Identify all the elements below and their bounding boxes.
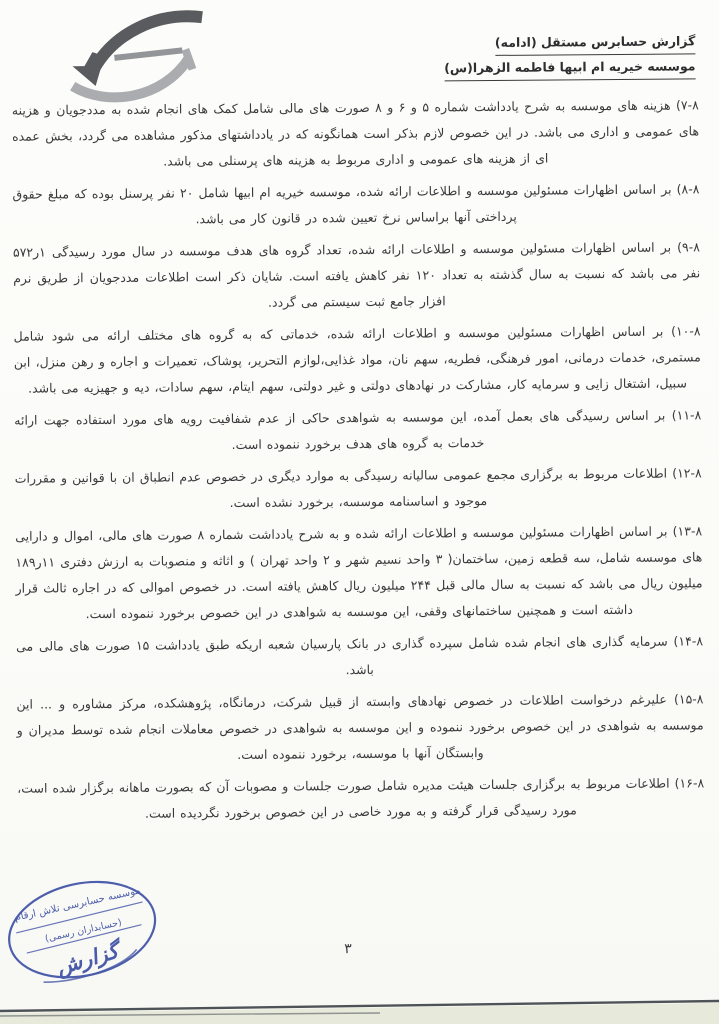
report-paragraph: ۱۶-۸) اطلاعات مربوط به برگزاری جلسات هیئت مدیره شامل صورت جلسات و مصوبات آن که بصورت ماهانه برگزار شده است، مورد رسیدگی قرار گرفته و به مورد خاصی در این خصوص برخورد نگردیده است. <box>17 775 705 821</box>
report-header <box>444 29 696 81</box>
report-paragraph: ۷-۸) هزینه های موسسه به شرح یادداشت شماره ۵ و ۶ و ۸ صورت های مالی شامل کمک های انجام شده به مددجویان و هزینه های عمومی و اداری می باشد. در این خصوص لازم بذکر است همانگونه که در یادداشتهای مذکور مشاهده می گردد، بخش عمده ای از هزینه های عمومی و اداری مربوط به هزینه های پرسنلی می باشد. <box>11 97 700 169</box>
report-body <box>12 92 705 833</box>
report-paragraph: ۱۰-۸) بر اساس اظهارات مسئولین موسسه و اطلاعات ارائه شده، خدماتی که به گروه های مختلف ارائه می شود شامل مستمری، خدمات درمانی، امور فرهنگی، فطریه، سهم نان، مواد غذایی،لوازم التحریر، پوشاک، تعمیرات و اجاره و رهن منزل، ابن سبیل، اشتغال زایی و سرمایه کار، مشارکت در نهادهای دولتی و غیر دولتی، سهم ایتام، سهم سادات، دیه و جهیزیه می باشد. <box>13 323 701 396</box>
report-paragraph: ۱۴-۸) سرمایه گذاری های انجام شده شامل سپرده گذاری در بانک پارسیان شعبه اریکه طبق یادداشت ۱۵ صورت های مالی می باشد. <box>15 633 704 678</box>
stamp-subtitle: (حسابداران رسمی) <box>44 917 123 945</box>
report-paragraph: ۱۱-۸) بر اساس رسیدگی های بعمل آمده، این موسسه به شواهدی حاکی از عدم شفافیت رویه های مورد استفاده جهت ارائه خدمات به گروه های هدف برخورد ننموده است. <box>14 407 702 453</box>
scan-edge-line <box>0 994 719 1024</box>
report-paragraph: ۱۵-۸) علیرغم درخواست اطلاعات در خصوص نهادهای وابسته از قبیل شرکت، درمانگاه، پژوهشکده، مرکز مشاوره و ... این موسسه به شواهدی در این خصوص برخورد ننموده و این موسسه به شواهدی در خصوص معاملات انجام شده توسط مدیران و وابستگان آنها با موسسه، برخورد ننموده است. <box>16 691 704 762</box>
entity-name: موسسه خیریه ام ابیها فاطمه الزهرا(س) <box>444 54 696 81</box>
report-paragraph: ۸-۸) بر اساس اظهارات مسئولین موسسه و اطلاعات ارائه شده، موسسه خیریه ام ابیها شامل ۲۰ نفر پرسنل بوده که مبلغ حقوق پرداختی آنها براساس نرخ تعیین شده در قانون کار می باشد. <box>12 181 700 227</box>
stamp-handwritten-signature: گزارش <box>53 938 122 980</box>
report-paragraph: ۱۳-۸) بر اساس اظهارات مسئولین موسسه و اطلاعات ارائه شده و به شرح یادداشت شماره ۸ صورت های مالی، اموال و دارایی های موسسه شامل، سه قطعه زمین، ساختمان( ۳ واحد نسیم شهر و ۲ واحد تهران ) و اثاثه و منصوبات به ارزش دفتری ۱۱ر۱۸۹ میلیون ریال می باشد که نسبت به سال مالی قبل ۲۴۴ میلیون ریال کاهش یافته است. در خصوص اموالی که در اجاره ثالث قرار داشته است و همچنین ساختمانهای وقفی، این موسسه به شواهدی در این خصوص برخورد ننموده است. <box>15 523 703 622</box>
audit-firm-stamp <box>0 861 178 999</box>
report-paragraph: ۹-۸) بر اساس اظهارات مسئولین موسسه و اطلاعات ارائه شده، تعداد گروه های هدف موسسه در سال مورد رسیدگی ۱ر۵۷۲ نفر می باشد که نسبت به سال گذشته به تعداد ۱۲۰ نفر کاهش یافته است. شایان ذکر است اطلاعات مددجویان از طریق نرم افزار جامع ثبت سیستم می گردد. <box>12 239 701 310</box>
stamp-firm-name: موسسه حسابرسی تلاش ارقام <box>13 885 142 924</box>
page-number: ۳ <box>344 941 352 958</box>
report-title: گزارش حسابرس مستقل (ادامه) <box>495 29 696 56</box>
swoosh-arrow-logo-icon <box>42 5 219 110</box>
report-paragraph: ۱۲-۸) اطلاعات مربوط به برگزاری مجمع عمومی سالیانه رسیدگی به موارد دیگری در خصوص عدم انطباق ان با قوانین و مقررات موجود و اساسنامه موسسه، برخورد نشده است. <box>14 465 702 511</box>
